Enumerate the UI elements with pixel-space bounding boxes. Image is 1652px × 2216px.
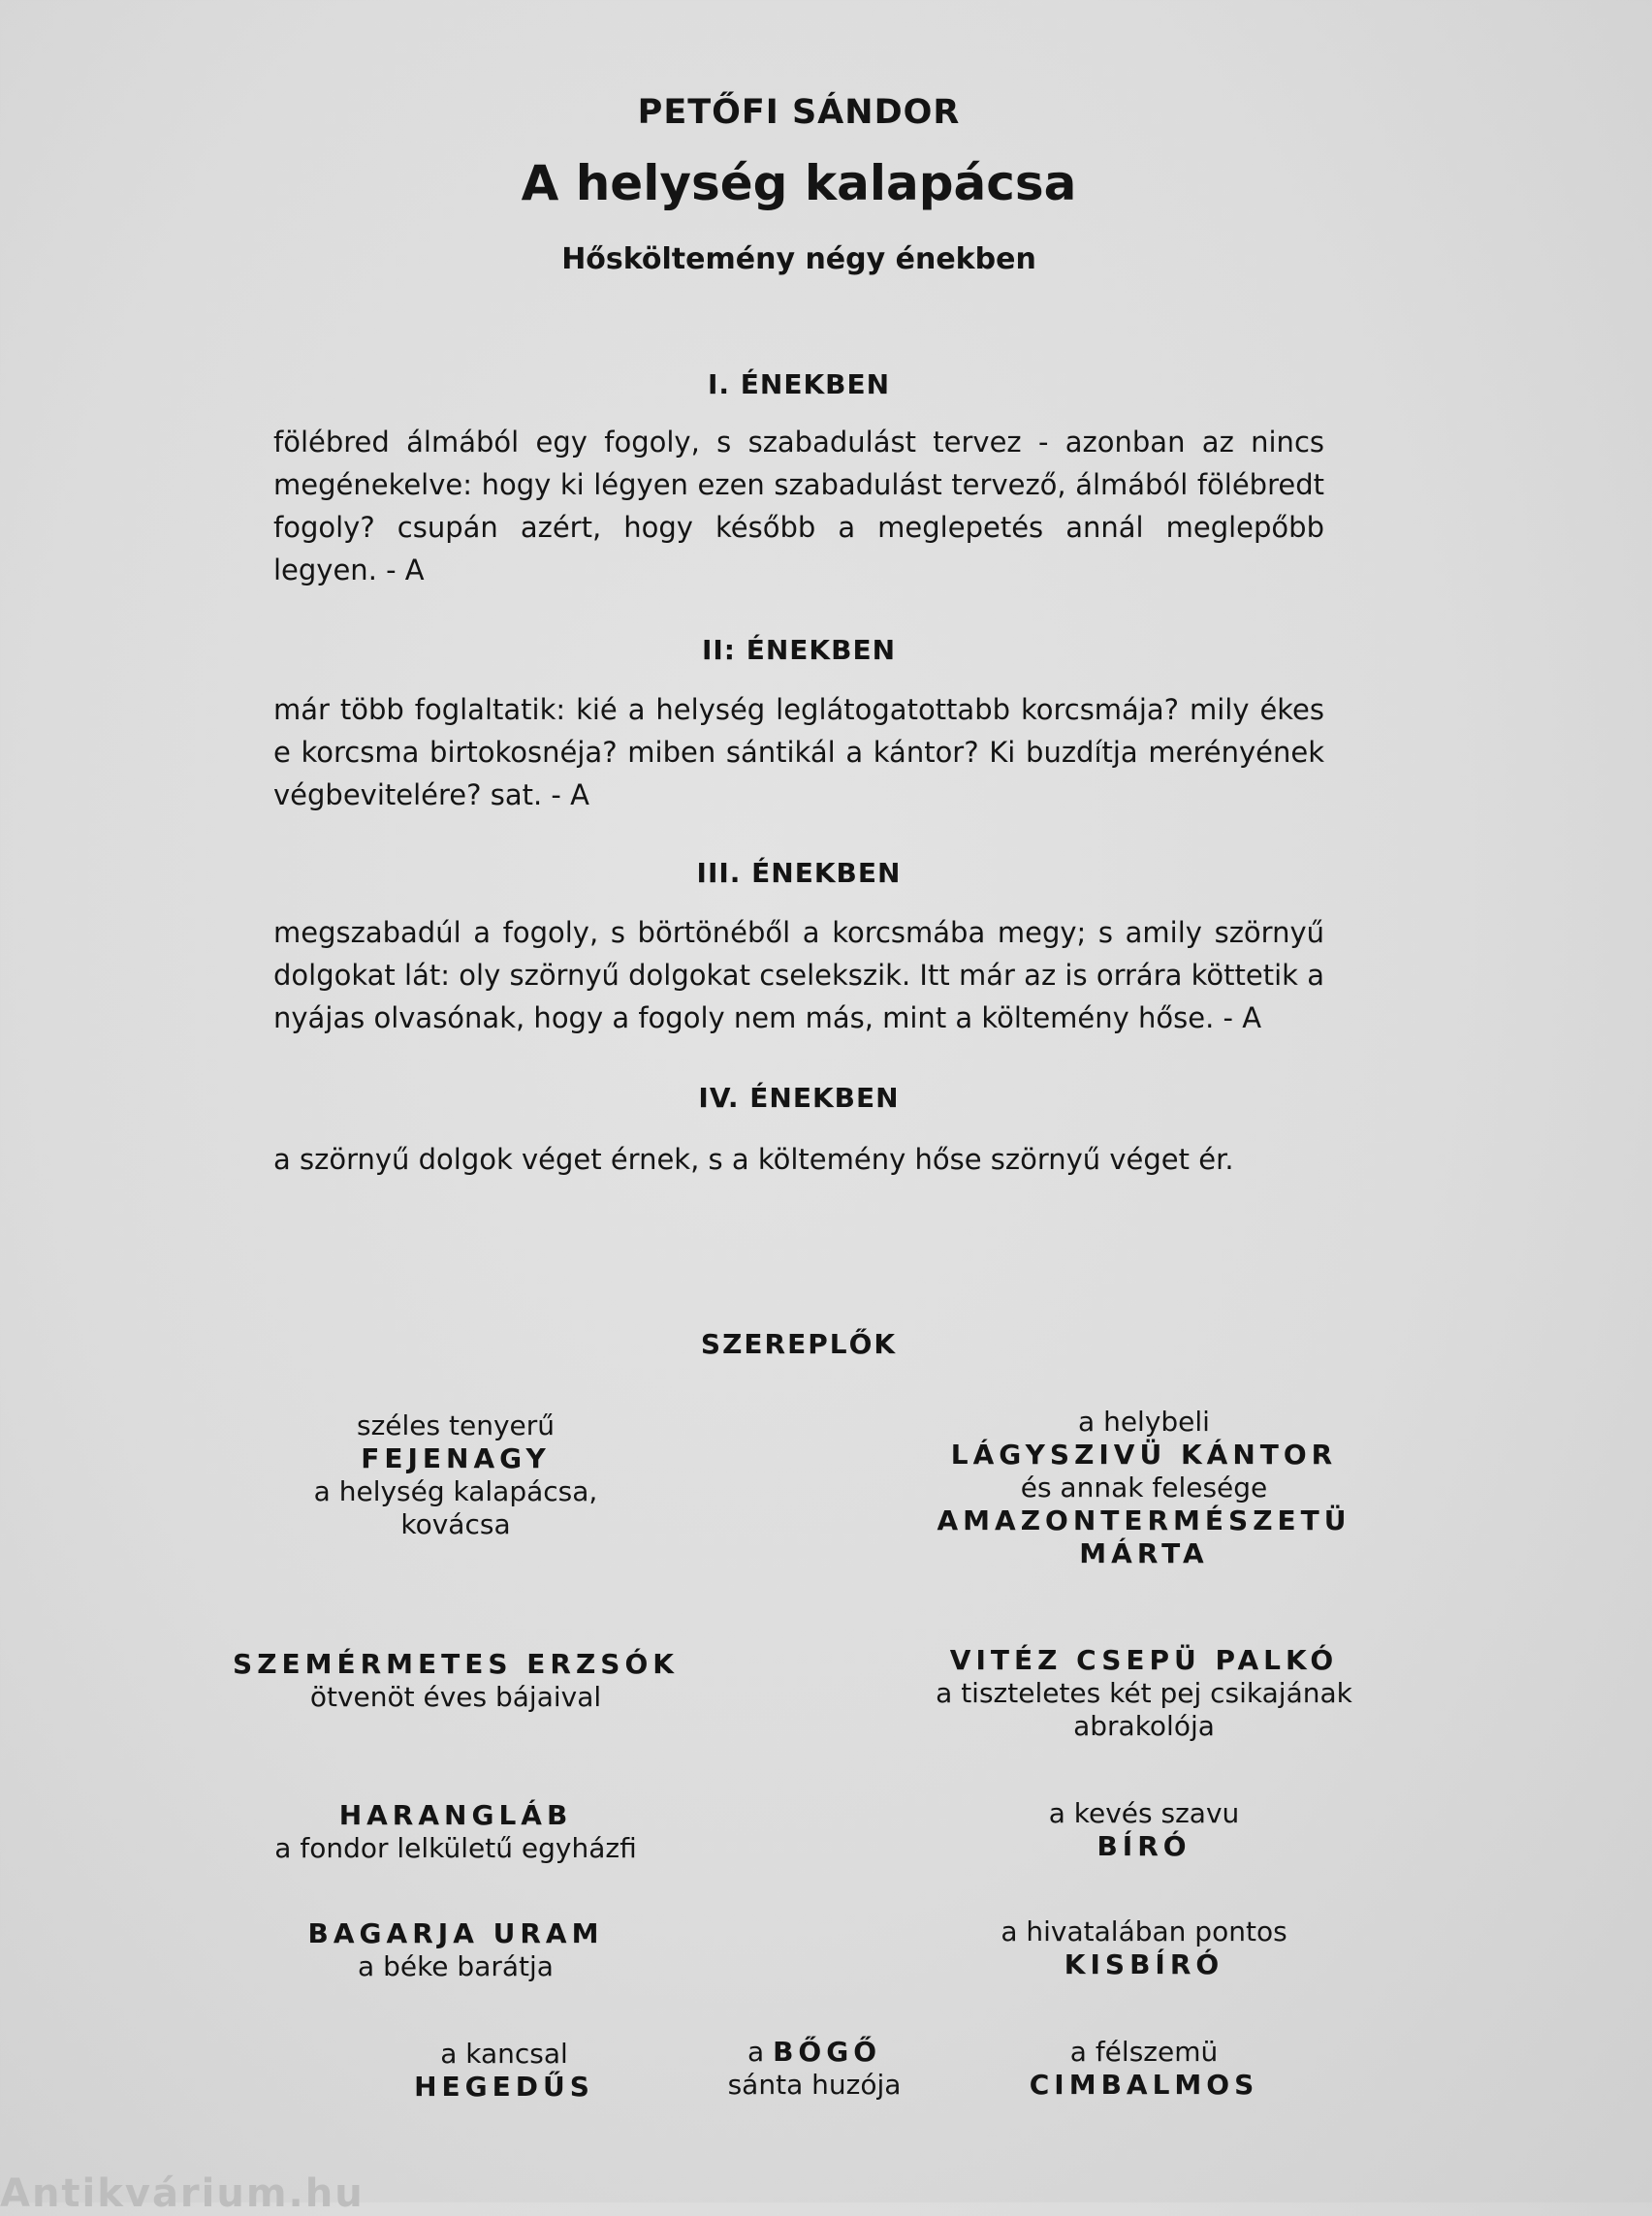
character-desc: kovácsa: [400, 1508, 511, 1540]
character-name: SZEMÉRMETES ERZSÓK: [233, 1648, 679, 1680]
character-desc: a helybeli: [1078, 1406, 1210, 1438]
section-heading-1: I. ÉNEKBEN: [707, 368, 891, 400]
character-desc: a tiszteletes két pej csikajának: [936, 1677, 1352, 1709]
character-desc: ötvenöt éves bájaival: [309, 1681, 602, 1713]
character-name: VITÉZ CSEPÜ PALKÓ: [949, 1644, 1339, 1676]
page-subtitle: Hősköltemény négy énekben: [561, 242, 1036, 276]
character-name: BÍRÓ: [1096, 1830, 1191, 1862]
character-name: BAGARJA URAM: [307, 1917, 604, 1949]
section-heading-4: IV. ÉNEKBEN: [698, 1082, 900, 1114]
character-name: BŐGŐ: [773, 2036, 881, 2068]
character-desc: [669, 2036, 960, 2069]
character-hegedus: [359, 2038, 650, 2104]
character-kantor: [853, 1406, 1435, 1570]
section-text-3: megszabadúl a fogoly, s börtönéből a korcsmába megy; s amily szörnyű dolgokat lát: oly szörnyű dolgokat cselekszik. Itt már az is orrára köttetik a nyájas olvasónak, hogy a fogoly nem más, mint a költemény hőse. - A: [273, 916, 1324, 1034]
character-desc: a fondor lelkületű egyházfi: [274, 1832, 637, 1864]
watermark: Antikvárium.hu: [0, 2171, 365, 2216]
section-heading-3: III. ÉNEKBEN: [696, 857, 902, 889]
character-desc: a kevés szavu: [1048, 1797, 1240, 1829]
character-desc: sánta huzója: [727, 2069, 902, 2101]
author-name: PETŐFI SÁNDOR: [637, 93, 961, 132]
page-title: A helység kalapácsa: [521, 155, 1077, 211]
character-name: CIMBALMOS: [1029, 2069, 1259, 2101]
character-desc: a hivatalában pontos: [1001, 1915, 1287, 1947]
character-name: MÁRTA: [1079, 1537, 1209, 1569]
characters-heading: SZEREPLŐK: [700, 1328, 898, 1360]
character-kisbiro: [853, 1915, 1435, 1981]
character-erzsok: [175, 1648, 737, 1714]
character-desc: abrakolója: [1073, 1710, 1215, 1742]
character-desc: széles tenyerű: [356, 1409, 555, 1441]
character-fejenagy: [175, 1409, 737, 1541]
character-desc: a béke barátja: [358, 1950, 554, 1982]
character-bagarja: [175, 1917, 737, 1983]
character-cimbalmos: [969, 2036, 1318, 2102]
character-desc: a félszemü: [1069, 2036, 1219, 2068]
character-harangláb: [175, 1799, 737, 1865]
character-name: HEGEDŰS: [414, 2071, 594, 2103]
section-text-1: fölébred álmából egy fogoly, s szabadulást tervez - azonban az nincs megénekelve: hogy ki légyen ezen szabadulást tervező, álmából fölébredt fogoly? csupán azért, hogy később a meglepetés annál meglepőbb legyen. - A: [273, 426, 1324, 586]
character-name: AMAZONTERMÉSZETÜ: [937, 1504, 1351, 1536]
character-desc: és annak felesége: [1020, 1472, 1268, 1504]
character-name: FEJENAGY: [361, 1442, 551, 1474]
section-text-2: már több foglaltatik: kié a helység leglátogatottabb korcsmája? mily ékes e korcsma birtokosnéja? miben sántikál a kántor? Ki buzdítja merényének végbevitelére? sat. - A: [273, 693, 1324, 811]
character-name: LÁGYSZIVÜ KÁNTOR: [950, 1439, 1338, 1471]
character-biro: [853, 1797, 1435, 1863]
character-desc: a kancsal: [440, 2038, 568, 2070]
section-heading-2: II: ÉNEKBEN: [701, 634, 897, 666]
section-text-4: a szörnyű dolgok véget érnek, s a költemény hőse szörnyű véget ér.: [273, 1143, 1234, 1176]
character-palko: [853, 1644, 1435, 1743]
character-name: HARANGLÁB: [338, 1799, 573, 1831]
character-desc: a helység kalapácsa,: [313, 1475, 598, 1507]
character-article: a: [747, 2036, 765, 2068]
character-name: KISBÍRÓ: [1064, 1948, 1224, 1980]
character-bogo: [669, 2036, 960, 2102]
